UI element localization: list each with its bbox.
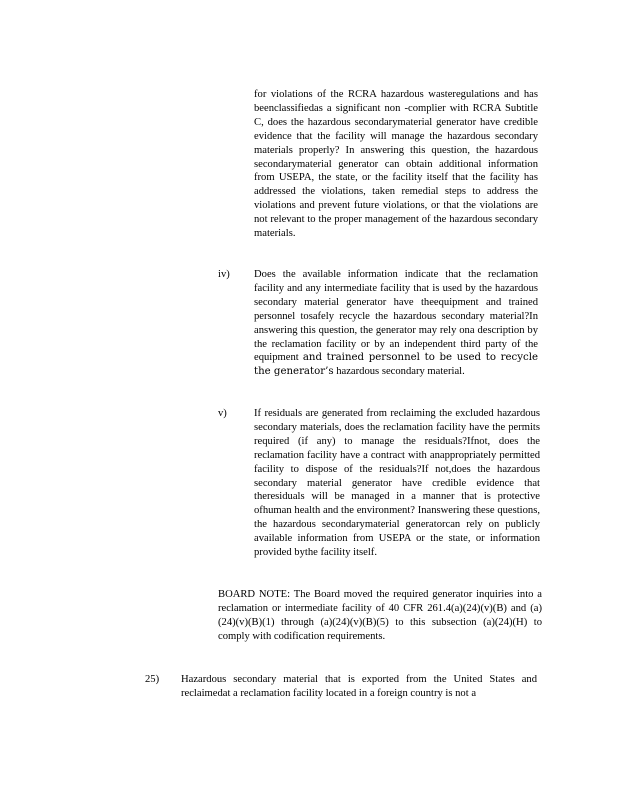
item-iv-label: iv) [218,269,230,280]
board-note: BOARD NOTE: The Board moved the required generator inquiries into a reclamation or intermediate facility of 40 CFR 261.4(a)(24)(v)(B) and (a)(24)(v)(B)(1) through (a)(24)(v)(B)(5) to this subsection (a)(24)(H) to comply with codification requirements. [218,589,542,642]
item-25-paragraph: Hazardous secondary material that is exported from the United States and reclaimedat a reclamation facility located in a foreign country is not a [181,674,537,699]
item-iv-paragraph [254,268,538,379]
item-iv-text-c: hazardous secondary material. [336,366,465,378]
item-iv-text-b: and trained personnel to be used to recycle the generator’s [254,352,538,378]
item-v-paragraph: If residuals are generated from reclaiming the excluded hazardous secondary materials, does the reclamation facility have the permits required (if any) to manage the residuals?Ifnot, does the reclamation facility have a contract with anappropriately permitted facility to dispose of the residuals?If not,does the hazardous secondary material generator have credible evidence that theresiduals will be managed in a manner that is protective ofhuman health and the environment? Inanswering these questions, the hazardous secondarymaterial generatorcan rely on publicly available information from USEPA or the state, or information provided bythe facility itself. [254,408,540,559]
continuation-paragraph: for violations of the RCRA hazardous wasteregulations and has beenclassifiedas a significant non -complier with RCRA Subtitle C, does the hazardous secondarymaterial generator have credible evidence that the facility will manage the hazardous secondary materials properly? In answering this question, the hazardous secondarymaterial generator can obtain additional information from USEPA, the state, or the facility itself that the facility has addressed the violations, taken remedial steps to address the violations and prevent future violations, or that the violations are not relevant to the proper management of the hazardous secondary materials. [254,89,538,240]
item-iv-text-a: Does the available information indicate that the reclamation facility and any intermediate facility that is used by the hazardous secondary material generator have theequipment and trained personnel tosafely recycle the hazardous secondary material?In answering this question, the generator may rely ona description by the reclamation facility or by an independent third party of the equipment [254,269,538,364]
item-v-label: v) [218,408,227,419]
item-25-label: 25) [145,674,160,685]
